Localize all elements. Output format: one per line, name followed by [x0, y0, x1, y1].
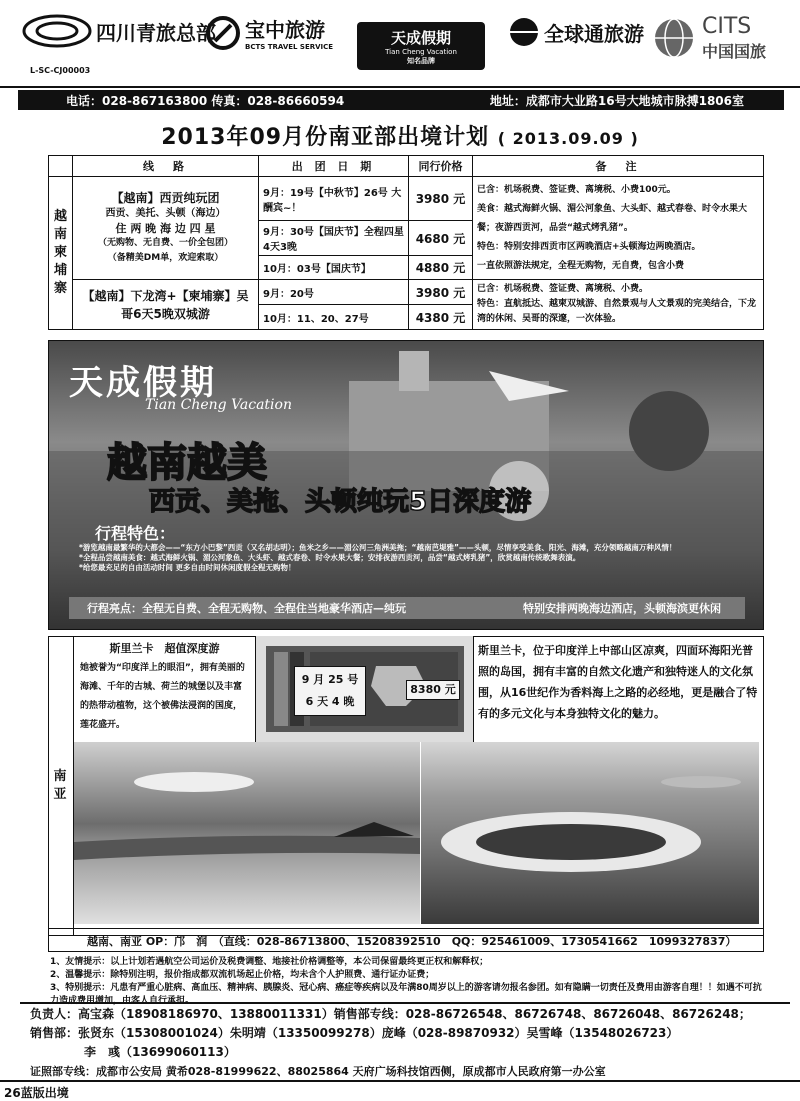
sichuan-name: 四川青旅总部: [96, 20, 216, 45]
table-header-row: [49, 156, 764, 177]
cyts-emblem-icon: [22, 14, 92, 48]
cits-name: CITS: [702, 14, 752, 39]
price-r1-3: 4880 元: [409, 256, 473, 280]
license-code: L-SC-CJ00003: [30, 66, 91, 75]
srilanka-intro: 斯里兰卡，位于印度洋上中部山区凉爽，四面环海阳光普照的岛国，拥有丰富的自然文化遗产和独特迷人的文化氛围，从16世纪作为香料海上之路的必经地，更是融合了特有的多元文化与本身独特文化的魅力。: [478, 644, 758, 720]
header-price: 同行价格: [409, 156, 473, 177]
divider: [20, 1002, 790, 1004]
quanqiu-logo: [504, 14, 644, 50]
header-route: 线 路: [73, 156, 259, 177]
header-notes: 备 注: [473, 156, 764, 177]
baozhong-en: BCTS TRAVEL SERVICE: [245, 43, 334, 51]
cits-cn: 中国国旅: [702, 42, 767, 61]
date-r1-2: 9月：30号【国庆节】全程四星 4天3晚: [259, 221, 409, 256]
srilanka-date-box: [294, 666, 366, 716]
staff-line-1: 负责人：高宝森（18908186970、13880011331）销售部专线：028-86726548、86726748、86726048、86726248；: [30, 1007, 751, 1021]
date-r2-1: 9月：20号: [259, 280, 409, 305]
title-main: 2013年09月份南亚部出境计划: [161, 125, 490, 150]
logo-header: [0, 0, 800, 88]
date-r1-3: 10月：03号【国庆节】: [259, 256, 409, 280]
sichuan-logo: [22, 14, 216, 48]
header-blank: [49, 156, 73, 177]
baozhong-name: 宝中旅游: [245, 18, 325, 42]
tour-plan-table: [48, 155, 764, 330]
tiancheng-logo: [357, 22, 485, 70]
banner-brand: 天成假期: [69, 363, 217, 403]
island-scene-icon: [421, 742, 759, 924]
route-halong-angkor: 【越南】下龙湾+【柬埔寨】吴哥6天5晚双城游: [73, 280, 259, 330]
contact-bar: [18, 90, 784, 110]
staff-line-3: 李 彧（13699060113）: [84, 1045, 236, 1059]
banner-highlights: 行程亮点：全程无自费、全程无购物、全程住当地豪华酒店—纯玩 特别安排两晚海边酒店，头顿海滨更休闲: [69, 597, 745, 619]
price-r2-1: 3980 元: [409, 280, 473, 305]
srilanka-summary: [74, 636, 256, 742]
date-r1-1: 9月：19号【中秋节】26号 大酬宾~！: [259, 177, 409, 221]
op-contact: 越南、南亚 OP：邝 润 （直线：028-86713800、15208392510 QQ：925461009、1730541662 1099327837）: [48, 928, 764, 952]
tiancheng-en: Tian Cheng Vacation: [385, 47, 457, 56]
tiancheng-tag: 知名品牌: [407, 56, 435, 65]
banner-subtitle: 西贡、美拖、头顿纯玩5日深度游: [149, 487, 532, 517]
banner-headline: 越南越美: [107, 440, 267, 486]
srilanka-days: 6 天 4 晚: [305, 695, 355, 708]
tiancheng-name: 天成假期: [390, 28, 451, 47]
cits-logo: [652, 14, 766, 62]
vietnam-banner: [48, 340, 764, 630]
beach-photo: [74, 742, 420, 924]
price-r1-1: 3980 元: [409, 177, 473, 221]
notes-list: [50, 956, 770, 1008]
header-date: 出 团 日 期: [259, 156, 409, 177]
quanqiu-name: 全球通旅游: [544, 21, 644, 46]
srilanka-desc: 她被誉为“印度洋上的眼泪”，拥有美丽的海滩、千年的古城、荷兰的城堡以及丰富的热带动植物，这个被佛法浸润的国度，莲花盛开。: [80, 663, 245, 730]
region-vietnam: 越南柬埔寨: [49, 177, 73, 330]
srilanka-title: 斯里兰卡 超值深度游: [109, 642, 220, 655]
srilanka-price: 8380 元: [406, 680, 460, 700]
table-row: [49, 177, 764, 221]
baozhong-logo: [205, 14, 333, 51]
island-photo: [421, 742, 759, 924]
note-item: 1、友情提示：以上计划若遇航空公司运价及税费调整、地接社价格调整等，本公司保留最终更正权和解释权；: [50, 957, 489, 967]
staff-contacts: [30, 1005, 790, 1081]
srilanka-date: 9 月 25 号: [301, 673, 359, 686]
region-south-asia: 南亚: [48, 636, 74, 936]
page-footer: 26蓝版出境: [0, 1080, 800, 1100]
beach-scene-icon: [74, 742, 420, 924]
price-r1-2: 4680 元: [409, 221, 473, 256]
note-item: 3、特别提示：凡患有严重心脏病、高血压、精神病、胰腺炎、冠心病、癌症等疾病以及年满80周岁以上的游客请勿报名参团。如有隐瞒一切责任及费用由游客自理！！如遇不可抗力造成费用增加，由客人自行承担。: [50, 983, 762, 1006]
srilanka-flag: [256, 636, 474, 742]
title-date: ( 2013.09.09 ): [497, 129, 639, 148]
banner-features: *游览越南最繁华的大都会——“东方小巴黎”西贡（又名胡志明）；鱼米之乡——湄公河三角洲美拖；“越南芭堤雅”——头顿，尽情享受美食、阳光、海滩，充分领略越南万种风情！ *全程品尝越南美食：越式海鲜火锅、湄公河象鱼、大头虾、越式春卷、时令水果大餐；安排夜游西贡河，品尝“越式烤乳猪”，欣赏越南传统歌舞表演。 *给您最充足的自由活动时间 更多自由时间休闲度假全程无购物！: [79, 543, 677, 572]
price-r2-2: 4380 元: [409, 305, 473, 330]
note-item: 2、温馨提示：除特别注明，报价指成都双流机场起止价格，均未含个人护照费、通行证办证费；: [50, 970, 435, 980]
page-title: [0, 120, 800, 151]
route-saigon: 【越南】西贡纯玩团 西贡、美托、头顿（海边） 住 两 晚 海 边 四 星 （无购物、无自费、一价全包团） （备精美DM单，欢迎索取）: [73, 177, 259, 280]
cits-globe-icon: [652, 16, 696, 60]
table-row: [49, 280, 764, 305]
date-r2-2: 10月：11、20、27号: [259, 305, 409, 330]
staff-line-4: 证照部专线：成都市公安局 黄希028-81999622、88025864 天府广场科技馆西侧，原成都市人民政府第一办公室: [30, 1065, 606, 1078]
staff-line-2: 销售部：张贤东（15308001024）朱明靖（13350099278）庞峰（028-89870932）吴雪峰（13548026723）: [30, 1026, 679, 1040]
banner-brand-en: Tian Cheng Vacation: [145, 397, 292, 413]
contact-address: 地址：成都市大业路16号大地城市脉搏1806室: [489, 93, 744, 108]
notes-saigon: 已含：机场税费、签证费、离境税、小费100元。 美食：越式海鲜火锅、湄公河象鱼、大头虾、越式春卷、时令水果大餐；夜游西贡河，品尝“越式烤乳猪”。 特色：特别安排西贡市区两晚酒店+头顿海边两晚酒店。 一直依照游法规定，全程无购物，无自费，包含小费: [473, 177, 764, 280]
notes-halong-angkor: 已含：机场税费、签证费、离境税、小费。 特色：直航抵达、越柬双城游、自然景观与人文景观的完美结合，下龙湾的休闲、吴哥的深邃，一次体验。: [473, 280, 764, 330]
contact-phone: 电话：028-867163800 传真：028-86660594: [66, 93, 345, 108]
globe-arrow-icon: [504, 14, 544, 50]
baozhong-emblem-icon: [205, 15, 241, 51]
banner-features-title: 行程特色：: [95, 524, 176, 543]
